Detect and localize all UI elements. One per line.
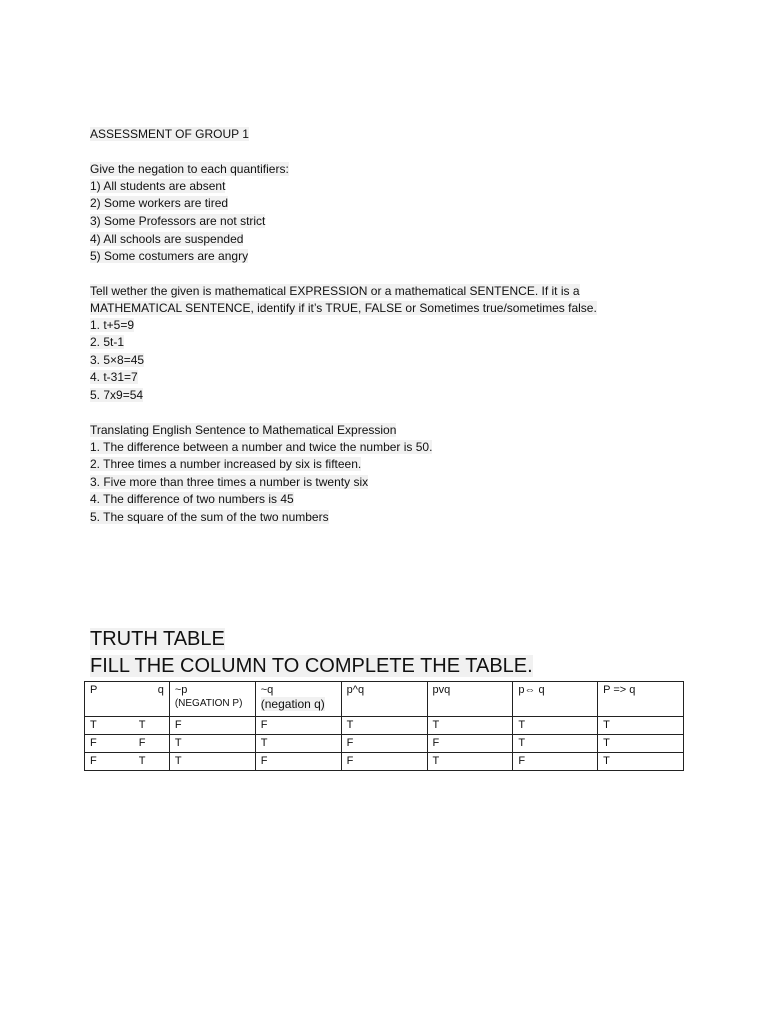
header-not-p (169, 682, 255, 717)
table-cell: T (598, 753, 684, 771)
cell-p-q (85, 753, 170, 771)
section2-heading-line2: MATHEMATICAL SENTENCE, identify if it’s TRUE, FALSE or Sometimes true/sometimes false. (90, 301, 597, 315)
table-cell: T (169, 735, 255, 753)
table-row (85, 753, 684, 771)
list-item: 2. 5t-1 (90, 335, 125, 349)
table-cell: F (255, 753, 341, 771)
header-and: p^q (341, 682, 427, 717)
table-cell: F (341, 753, 427, 771)
header-not-q-sub: (negation q) (260, 697, 325, 711)
header-p: P (90, 684, 98, 696)
table-cell: T (169, 753, 255, 771)
list-item: 1. The difference between a number and twice the number is 50. (90, 440, 433, 454)
header-not-p-sub: (NEGATION P) (174, 698, 243, 709)
table-cell: T (513, 717, 598, 735)
list-item: 1) All students are absent (90, 179, 226, 193)
cell-q: T (138, 755, 146, 767)
header-or: pvq (427, 682, 513, 717)
cell-p-q (85, 717, 170, 735)
table-row (85, 717, 684, 735)
table-cell: T (427, 753, 513, 771)
truth-table-title: TRUTH TABLE (90, 628, 225, 650)
header-q: q (157, 684, 164, 696)
table-header-row (85, 682, 684, 717)
table-cell: T (341, 717, 427, 735)
document-title: ASSESSMENT OF GROUP 1 (90, 127, 249, 141)
list-item: 3. Five more than three times a number is twenty six (90, 475, 369, 489)
table-cell: F (341, 735, 427, 753)
cell-p: T (90, 719, 97, 731)
list-item: 2) Some workers are tired (90, 196, 229, 210)
list-item: 4) All schools are suspended (90, 232, 244, 246)
section3-heading: Translating English Sentence to Mathematical Expression (90, 423, 397, 437)
table-cell: T (513, 735, 598, 753)
section1-heading: Give the negation to each quantifiers: (90, 162, 289, 176)
table-cell: T (255, 735, 341, 753)
header-not-q (255, 682, 341, 717)
table-cell: F (427, 735, 513, 753)
list-item: 2. Three times a number increased by six is fifteen. (90, 457, 362, 471)
table-cell: T (598, 735, 684, 753)
truth-table (84, 681, 684, 771)
table-cell: T (598, 717, 684, 735)
section2-heading-line1: Tell wether the given is mathematical EXPRESSION or a mathematical SENTENCE. If it is a (90, 284, 580, 298)
header-not-q-label: ~q (260, 684, 274, 696)
list-item: 5. 7x9=54 (90, 388, 144, 402)
truth-table-instruction: FILL THE COLUMN TO COMPLETE THE TABLE. (90, 655, 533, 677)
cell-p: F (90, 737, 97, 749)
header-p-q (85, 682, 170, 717)
table-row (85, 735, 684, 753)
list-item: 3. 5×8=45 (90, 353, 145, 367)
list-item: 4. t-31=7 (90, 370, 138, 384)
header-not-p-label: ~p (174, 684, 188, 696)
table-cell: T (427, 717, 513, 735)
cell-p-q (85, 735, 170, 753)
list-item: 1. t+5=9 (90, 318, 135, 332)
table-cell: F (255, 717, 341, 735)
table-cell: F (169, 717, 255, 735)
list-item: 3) Some Professors are not strict (90, 214, 266, 228)
list-item: 5. The square of the sum of the two numbers (90, 510, 329, 524)
header-implies: P => q (598, 682, 684, 717)
cell-q: F (138, 737, 146, 749)
cell-q: T (138, 719, 146, 731)
list-item: 5) Some costumers are angry (90, 249, 249, 263)
cell-p: F (90, 755, 97, 767)
header-iff: p⇔ q (513, 682, 598, 717)
list-item: 4. The difference of two numbers is 45 (90, 492, 294, 506)
table-cell: F (513, 753, 598, 771)
